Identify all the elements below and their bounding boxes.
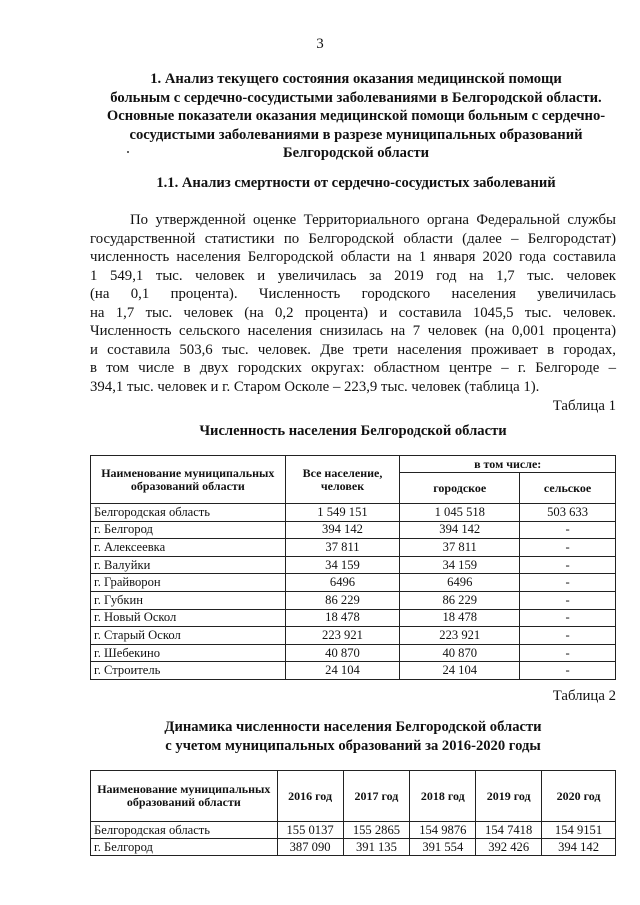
table-cell-value: 154 9876: [410, 822, 476, 839]
table-cell-value: 223 921: [285, 627, 400, 645]
table-cell-value: 394 142: [400, 521, 520, 539]
table-cell-value: 155 2865: [343, 822, 410, 839]
table-cell-value: 394 142: [542, 839, 616, 856]
table-row: [91, 591, 616, 609]
table-cell-value: -: [520, 521, 616, 539]
table-row: [91, 539, 616, 557]
header-group: в том числе:: [400, 456, 616, 473]
stray-mark: [127, 151, 129, 153]
table-cell-value: 154 9151: [542, 822, 616, 839]
header-2016: 2016 год: [277, 771, 343, 822]
paragraph-line: Численность сельского населения снизилась на 7 человек (на 0,001 процента): [90, 323, 616, 340]
page-number: 3: [316, 36, 324, 52]
table-cell-value: 86 229: [400, 591, 520, 609]
heading-line: больным с сердечно-сосудистыми заболеваниями в Белгородской области.: [110, 89, 602, 106]
table-row: [91, 574, 616, 592]
table-cell-value: 391 135: [343, 839, 410, 856]
table-cell-name: Белгородская область: [91, 504, 286, 522]
paragraph-line: 1 549,1 тыс. человек и увеличилась за 2019 год на 1,7 тыс. человек: [90, 267, 616, 284]
table-cell-value: -: [520, 662, 616, 680]
table-cell-value: 24 104: [285, 662, 400, 680]
table-cell-value: 40 870: [285, 644, 400, 662]
table-cell-value: -: [520, 627, 616, 645]
table-cell-name: г. Белгород: [91, 521, 286, 539]
table2-title-line: с учетом муниципальных образований за 2016-2020 годы: [165, 737, 541, 754]
table-cell-value: 37 811: [285, 539, 400, 557]
table-cell-value: 18 478: [285, 609, 400, 627]
table-cell-value: -: [520, 644, 616, 662]
table-cell-value: 391 554: [410, 839, 476, 856]
header-urban: городское: [400, 473, 520, 504]
table-cell-value: -: [520, 591, 616, 609]
table-cell-value: 18 478: [400, 609, 520, 627]
table-cell-name: г. Алексеевка: [91, 539, 286, 557]
table-cell-name: г. Новый Оскол: [91, 609, 286, 627]
table-cell-value: -: [520, 556, 616, 574]
paragraph-line: численность населения Белгородской области на 1 января 2020 года составила: [90, 249, 616, 266]
paragraph-line: на 1,7 тыс. человек (на 0,2 процента) и составила 1045,5 тыс. человек.: [90, 304, 616, 321]
table-cell-value: 503 633: [520, 504, 616, 522]
subsection-heading: 1.1. Анализ смертности от сердечно-сосудистых заболеваний: [156, 175, 556, 191]
table-cell-value: 392 426: [476, 839, 542, 856]
table-cell-value: 394 142: [285, 521, 400, 539]
table1-label: Таблица 1: [552, 398, 616, 414]
table1-title: Численность населения Белгородской области: [199, 423, 507, 439]
table-row: [91, 644, 616, 662]
table-cell-value: 387 090: [277, 839, 343, 856]
header-2017: 2017 год: [343, 771, 410, 822]
table-row: [91, 504, 616, 522]
header-total: Все население, человек: [285, 456, 400, 504]
heading-line: Основные показатели оказания медицинской помощи больным с сердечно-: [106, 108, 606, 125]
population-table: [90, 455, 616, 680]
table-cell-name: г. Валуйки: [91, 556, 286, 574]
table-row: [91, 556, 616, 574]
table-cell-value: 6496: [400, 574, 520, 592]
table-cell-name: г. Губкин: [91, 591, 286, 609]
table-cell-value: 154 7418: [476, 822, 542, 839]
heading-line: Белгородской области: [282, 145, 430, 162]
header-2020: 2020 год: [542, 771, 616, 822]
table-row: [91, 662, 616, 680]
table-row: [91, 627, 616, 645]
section-heading: [96, 70, 616, 163]
paragraph-line: (на 0,1 процента). Численность городского населения увеличилась: [90, 286, 616, 303]
table-cell-value: 1 045 518: [400, 504, 520, 522]
paragraph-line: в том числе в двух городских округах: областном центре – г. Белгороде –: [90, 360, 616, 377]
header-2018: 2018 год: [410, 771, 476, 822]
table-cell-value: -: [520, 609, 616, 627]
header-rural: сельское: [520, 473, 616, 504]
table-row: [91, 521, 616, 539]
heading-line: 1. Анализ текущего состояния оказания медицинской помощи: [150, 71, 562, 87]
paragraph-line: и составила 503,6 тыс. человек. Две трети населения проживает в городах,: [90, 341, 616, 358]
paragraph-line: государственной статистики по Белгородской области (далее – Белгородстат): [90, 230, 616, 247]
table-cell-value: -: [520, 574, 616, 592]
table-cell-value: 155 0137: [277, 822, 343, 839]
population-dynamics-table: [90, 770, 616, 856]
table-cell-value: 40 870: [400, 644, 520, 662]
table-row: [91, 609, 616, 627]
table-row: [91, 839, 616, 856]
paragraph-line: 394,1 тыс. человек и г. Старом Осколе – 223,9 тыс. человек (таблица 1).: [90, 378, 540, 395]
table-cell-value: 34 159: [285, 556, 400, 574]
table-cell-name: г. Белгород: [91, 839, 278, 856]
table-cell-name: г. Строитель: [91, 662, 286, 680]
header-name: Наименование муниципальных образований области: [91, 456, 286, 504]
table-cell-value: -: [520, 539, 616, 557]
table2-label: Таблица 2: [552, 688, 616, 704]
table-cell-value: 24 104: [400, 662, 520, 680]
header-name: Наименование муниципальных образований области: [91, 771, 278, 822]
table-cell-name: Белгородская область: [91, 822, 278, 839]
table-cell-name: г. Старый Оскол: [91, 627, 286, 645]
table-cell-value: 34 159: [400, 556, 520, 574]
table-cell-value: 37 811: [400, 539, 520, 557]
table-row: [91, 822, 616, 839]
heading-line: сосудистыми заболеваниями в разрезе муниципальных образований: [129, 126, 583, 143]
table-cell-value: 6496: [285, 574, 400, 592]
table2-title-line: Динамика численности населения Белгородской области: [164, 719, 542, 735]
header-2019: 2019 год: [476, 771, 542, 822]
table-cell-name: г. Грайворон: [91, 574, 286, 592]
paragraph-line: По утвержденной оценке Территориального органа Федеральной службы: [130, 212, 616, 228]
table-cell-value: 86 229: [285, 591, 400, 609]
table-cell-name: г. Шебекино: [91, 644, 286, 662]
body-paragraph: [90, 211, 616, 396]
table-cell-value: 1 549 151: [285, 504, 400, 522]
table2-title: [90, 718, 616, 755]
table-cell-value: 223 921: [400, 627, 520, 645]
